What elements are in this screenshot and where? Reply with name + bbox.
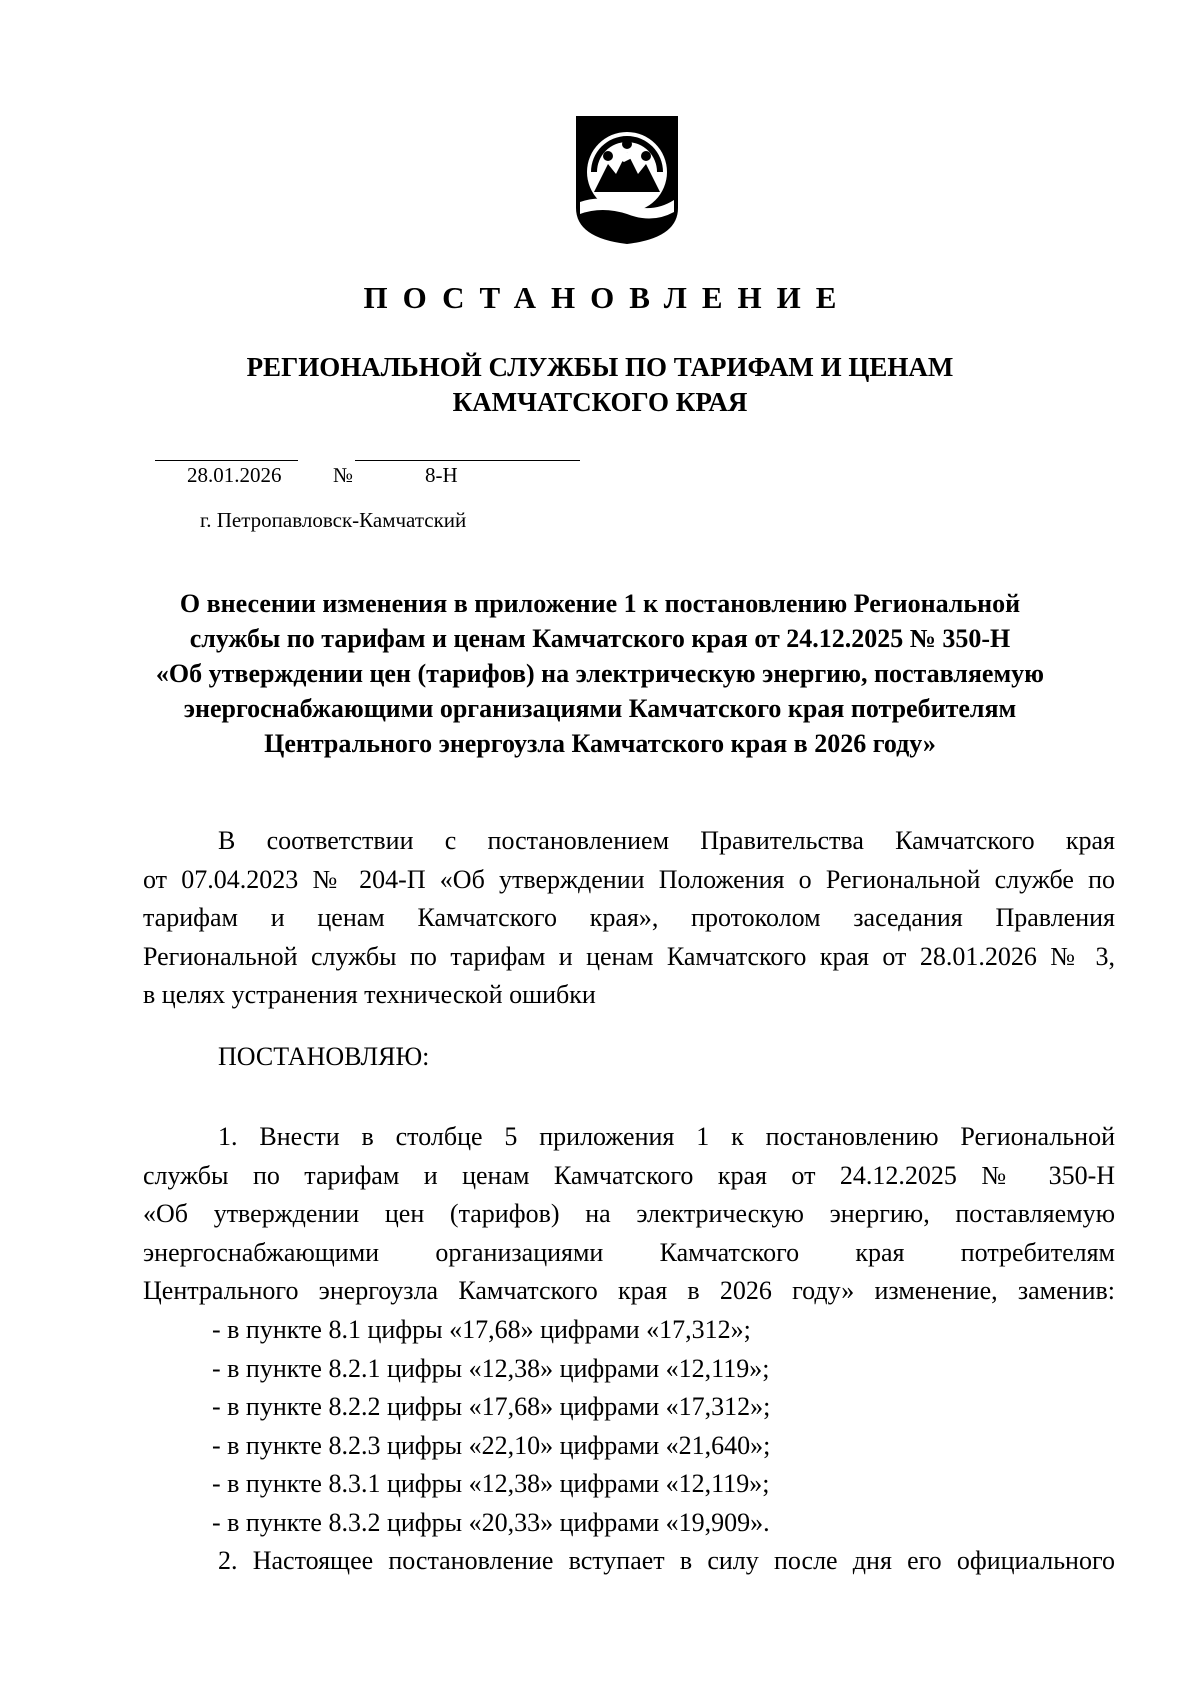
document-date: 28.01.2026 [187, 463, 282, 487]
subject-line: Центрального энергоузла Камчатского края в 2026 году» [264, 729, 936, 758]
preamble-line: в целях устранения технической ошибки [143, 980, 596, 1009]
changes-list [212, 1311, 770, 1542]
authority-line: КАМЧАТСКОГО КРАЯ [452, 387, 748, 417]
city-of-issue: г. Петропавловск-Камчатский [200, 508, 467, 532]
item-2-paragraph [143, 1542, 1115, 1581]
subject-line: О внесении изменения в приложение 1 к постановлению Региональной [179, 589, 1021, 618]
item-1-line: «Об утверждении цен (тарифов) на электрическую энергию, поставляемую [143, 1199, 1115, 1228]
preamble-line: В соответствии с постановлением Правительства Камчатского края [218, 826, 1115, 855]
list-item: - в пункте 8.3.2 цифры «20,33» цифрами «19,909». [212, 1507, 770, 1537]
document-number: 8-Н [425, 463, 458, 487]
authority-line: РЕГИОНАЛЬНОЙ СЛУЖБЫ ПО ТАРИФАМ И ЦЕНАМ [246, 352, 954, 382]
number-sign: № [333, 463, 354, 487]
list-item: - в пункте 8.1 цифры «17,68» цифрами «17,312»; [212, 1315, 751, 1344]
preamble-line: от 07.04.2023 № 204-П «Об утверждении Положения о Региональной службе по [143, 864, 1115, 894]
list-item: - в пункте 8.2.2 цифры «17,68» цифрами «17,312»; [212, 1392, 771, 1421]
item-1-line: службы по тарифам и ценам Камчатского края от 24.12.2025 № 350-Н [143, 1160, 1115, 1190]
item-1-paragraph [143, 1118, 1115, 1311]
item-1-line: 1. Внести в столбце 5 приложения 1 к постановлению Региональной [218, 1122, 1115, 1151]
preamble-line: тарифам и ценам Камчатского края», протоколом заседания Правления [143, 903, 1115, 932]
preamble-line: Региональной службы по тарифам и ценам Камчатского края от 28.01.2026 № 3, [143, 941, 1115, 971]
document-type-title: ПОСТАНОВЛЕНИЕ [363, 280, 852, 315]
item-1-line: энергоснабжающими организациями Камчатского края потребителям [143, 1237, 1115, 1267]
resolve-heading: ПОСТАНОВЛЯЮ: [218, 1042, 430, 1071]
subject-line: «Об утверждении цен (тарифов) на электрическую энергию, поставляемую [155, 659, 1045, 688]
number-underline [355, 460, 580, 461]
item-2-line: 2. Настоящее постановление вступает в силу после дня его официального [218, 1546, 1115, 1575]
subject-line: службы по тарифам и ценам Камчатского края от 24.12.2025 № 350-Н [189, 624, 1011, 653]
subject-line: энергоснабжающими организациями Камчатского края потребителям [183, 694, 1017, 723]
list-item: - в пункте 8.2.1 цифры «12,38» цифрами «12,119»; [212, 1353, 770, 1383]
document-subject [130, 586, 1070, 761]
list-item: - в пункте 8.3.1 цифры «12,38» цифрами «12,119»; [212, 1469, 770, 1498]
kamchatka-coat-of-arms-icon [572, 112, 682, 246]
item-1-line: Центрального энергоузла Камчатского края в 2026 году» изменение, заменив: [143, 1276, 1115, 1305]
preamble-paragraph [143, 822, 1115, 1015]
issuing-authority [200, 350, 1000, 420]
list-item: - в пункте 8.2.3 цифры «22,10» цифрами «21,640»; [212, 1430, 771, 1460]
